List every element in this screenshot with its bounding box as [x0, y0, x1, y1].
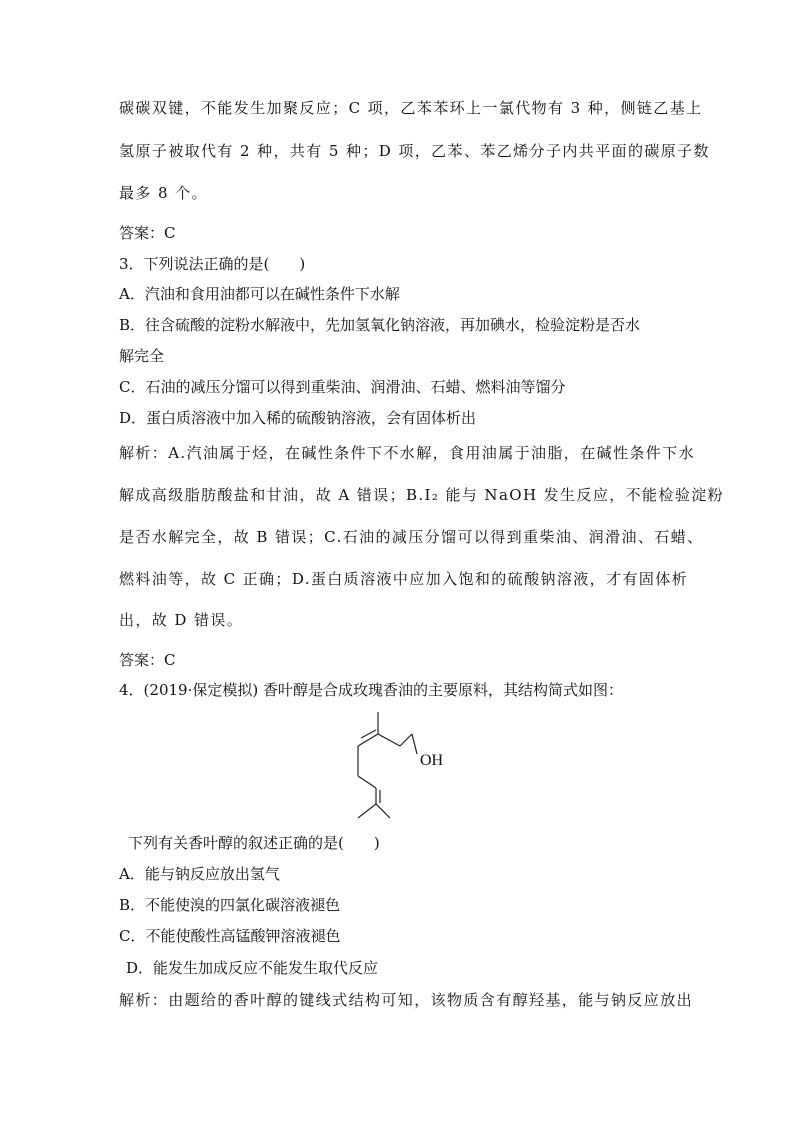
analysis-3-line-4: 燃料油等，故 C 正确；D.蛋白质溶液中应加入饱和的硫酸钠溶液，才有固体析	[119, 570, 689, 588]
analysis-3-line-2: 解成高级脂肪酸盐和甘油，故 A 错误；B.I₂ 能与 NaOH 发生反应，不能检验淀粉	[119, 486, 725, 504]
answer-2: 答案：C	[119, 224, 176, 242]
answer-3: 答案：C	[119, 651, 176, 669]
option-4d: D．能发生加成反应不能发生取代反应	[126, 959, 379, 977]
analysis-4-line-1: 解析：由题给的香叶醇的键线式结构可知，该物质含有醇羟基，能与钠反应放出	[119, 991, 694, 1009]
option-3a: A．汽油和食用油都可以在碱性条件下水解	[119, 285, 400, 303]
question-4-stem: 下列有关香叶醇的叙述正确的是( )	[128, 834, 380, 852]
option-3b-cont: 解完全	[119, 347, 165, 365]
hydroxyl-label: OH	[420, 752, 444, 769]
option-4a: A．能与钠反应放出氢气	[119, 865, 280, 883]
question-3: 3．下列说法正确的是( )	[119, 255, 306, 273]
line-2: 氢原子被取代有 2 种，共有 5 种；D 项，乙苯、苯乙烯分子内共平面的碳原子数	[119, 142, 710, 160]
option-4c: C．不能使酸性高锰酸钾溶液褪色	[119, 927, 341, 945]
analysis-3-line-1: 解析：A.汽油属于烃，在碱性条件下不水解，食用油属于油脂，在碱性条件下水	[119, 444, 696, 462]
analysis-3-line-3: 是否水解完全，故 B 错误；C.石油的减压分馏可以得到重柴油、润滑油、石蜡、	[119, 528, 704, 546]
line-3: 最多 8 个。	[119, 184, 208, 202]
option-3d: D．蛋白质溶液中加入稀的硫酸钠溶液，会有固体析出	[119, 409, 477, 427]
question-4: 4．(2019·保定模拟) 香叶醇是合成玫瑰香油的主要原料，其结构简式如图：	[119, 681, 623, 699]
analysis-3-line-5: 出，故 D 错误。	[119, 611, 244, 629]
option-3b: B．往含硫酸的淀粉水解液中，先加氢氧化钠溶液，再加碘水，检验淀粉是否水	[119, 316, 641, 334]
option-3c: C．石油的减压分馏可以得到重柴油、润滑油、石蜡、燃料油等馏分	[119, 378, 566, 396]
option-4b: B．不能使溴的四氯化碳溶液褪色	[119, 896, 341, 914]
geraniol-structure	[340, 710, 470, 825]
line-1: 碳碳双键，不能发生加聚反应；C 项，乙苯苯环上一氯代物有 3 种，侧链乙基上	[119, 99, 703, 117]
